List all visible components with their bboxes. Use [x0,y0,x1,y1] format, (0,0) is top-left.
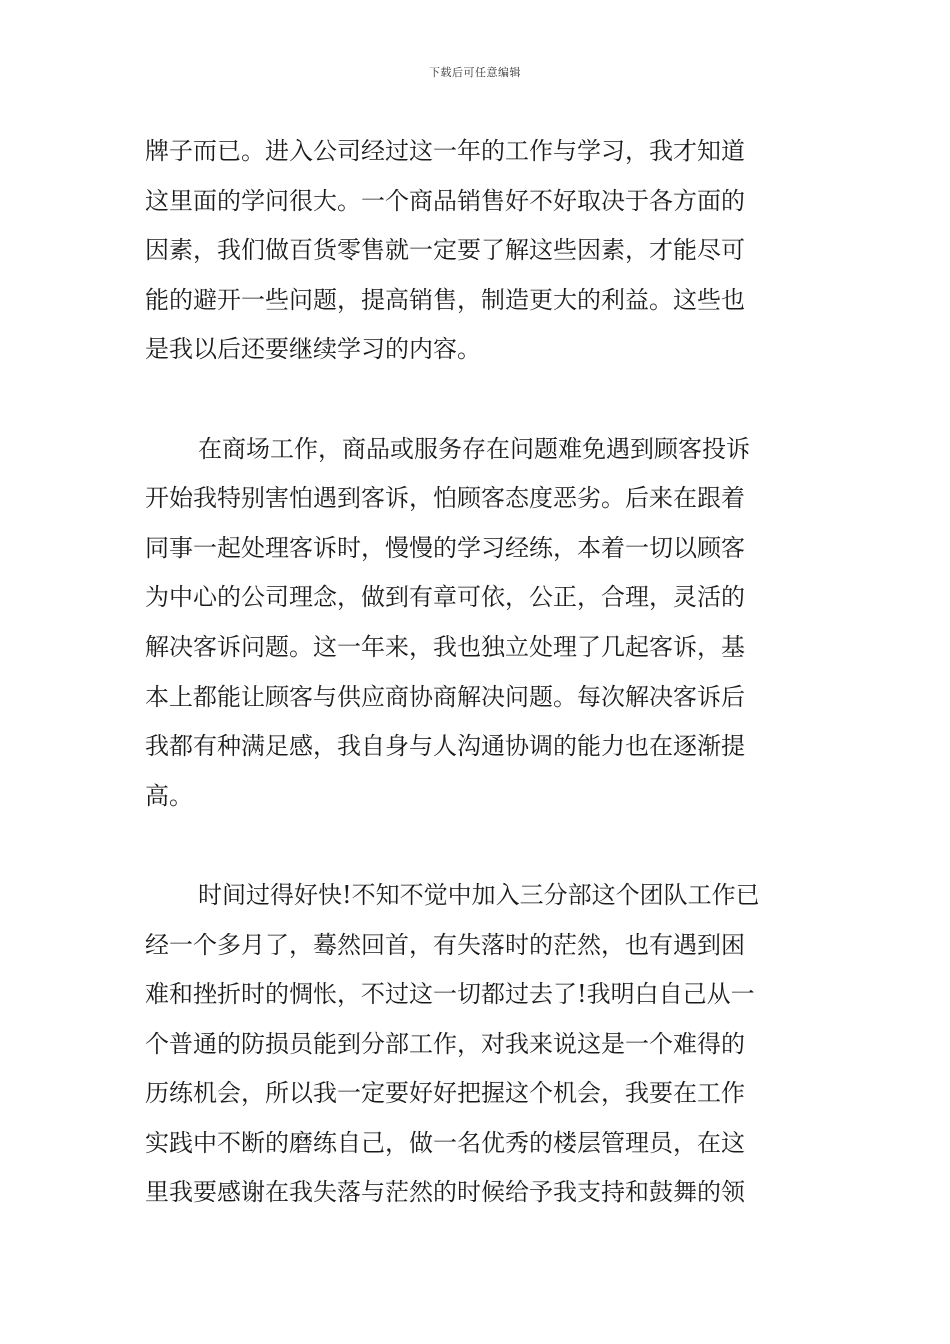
text-line: 历练机会，所以我一定要好好把握这个机会，我要在工作 [145,1079,745,1108]
text-line: 里我要感谢在我失落与茫然的时候给予我支持和鼓舞的领 [145,1178,745,1207]
text-line: 开始我特别害怕遇到客诉，怕顾客态度恶劣。后来在跟着 [145,484,745,513]
text-line: 个普通的防损员能到分部工作，对我来说这是一个难得的 [145,1029,745,1058]
paragraph-3 [145,871,810,1218]
paragraph-2 [145,425,810,822]
paragraph-gap [145,375,810,425]
text-line: 时间过得好快!不知不觉中加入三分部这个团队工作已 [198,880,760,909]
text-line: 为中心的公司理念，做到有章可依，公正，合理，灵活的 [145,583,745,612]
text-line: 解决客诉问题。这一年来，我也独立处理了几起客诉，基 [145,632,745,661]
text-line: 本上都能让顾客与供应商协商解决问题。每次解决客诉后 [145,682,745,711]
page-header: 下载后可任意编辑 [429,66,521,79]
paragraph-gap [145,821,810,871]
text-line: 因素，我们做百货零售就一定要了解这些因素，才能尽可 [145,236,745,265]
text-line: 我都有种满足感，我自身与人沟通协调的能力也在逐渐提 [145,732,745,761]
text-line: 牌子而已。进入公司经过这一年的工作与学习，我才知道 [145,137,745,165]
text-line: 同事一起处理客诉时，慢慢的学习经练，本着一切以顾客 [145,533,745,562]
text-line: 实践中不断的磨练自己，做一名优秀的楼层管理员，在这 [145,1128,745,1157]
text-line: 经一个多月了，蓦然回首，有失落时的茫然，也有遇到困 [145,930,745,959]
text-line: 在商场工作，商品或服务存在问题难免遇到顾客投诉 [198,434,750,463]
text-line: 这里面的学问很大。一个商品销售好不好取决于各方面的 [145,186,745,215]
text-line: 能的避开一些问题，提高销售，制造更大的利益。这些也 [145,285,745,314]
text-line: 高。 [145,781,193,810]
text-line: 是我以后还要继续学习的内容。 [145,335,481,364]
text-line: 难和挫折时的惆怅，不过这一切都过去了!我明白自己从一 [145,980,755,1009]
paragraph-1 [145,127,810,375]
document-body [145,127,810,1218]
